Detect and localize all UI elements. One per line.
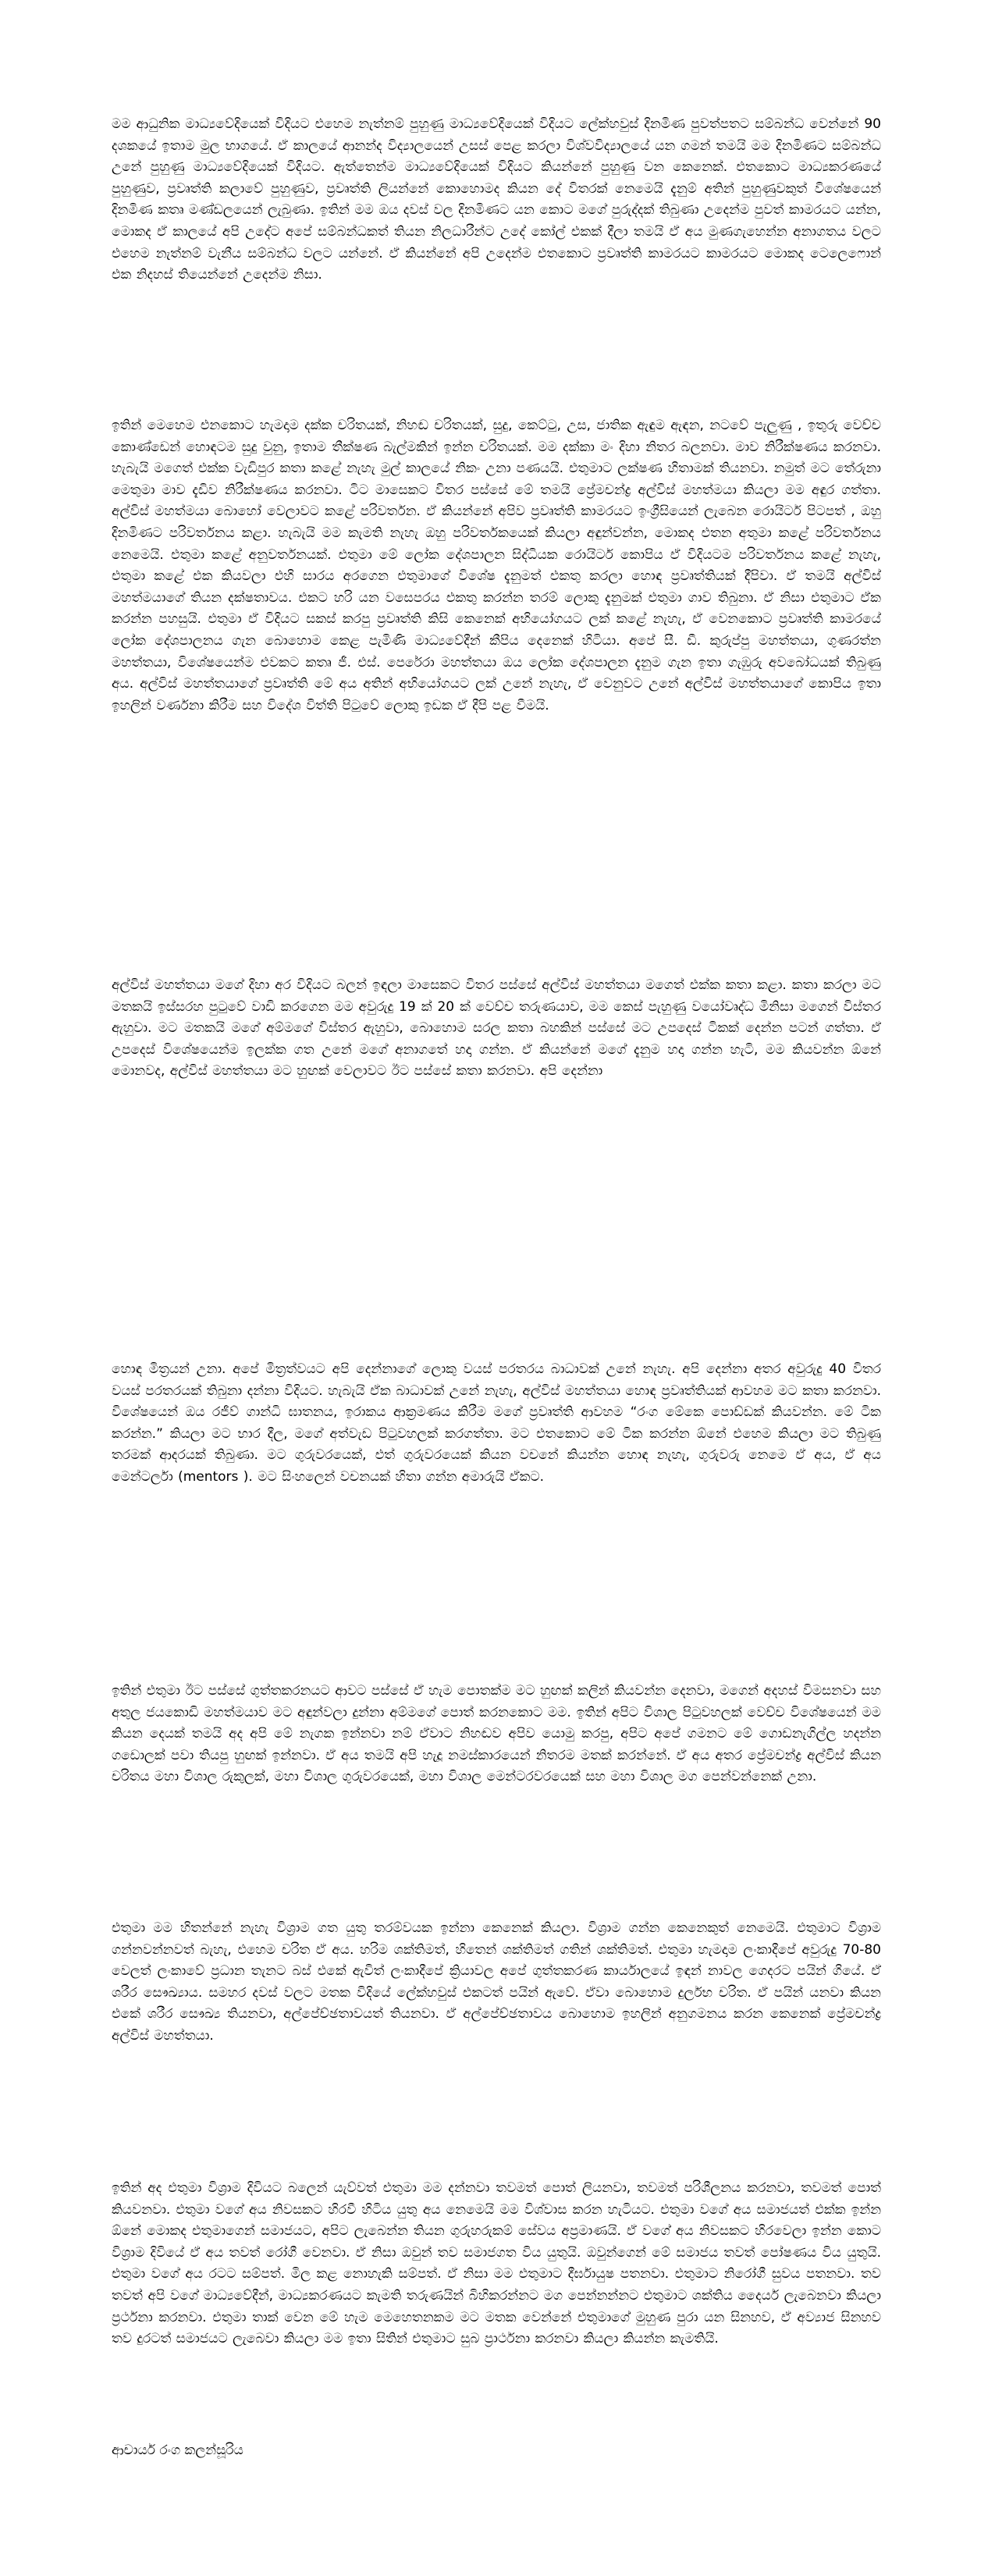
paragraph-text: ඉතින් එතුමා ඊට පස්සේ ගුත්තකරනයට ආවට පස්සේ ඒ හැම පොතක්ම මට හුඟක් කලින් කියවන්න දෙනවා, මගෙන් අදහස් විමසනවා සහ අතුල ජයකොඩි මහත්මයාව මට අඳුන්වලා දුන්නා අම්මගේ පොත් කරනකොට මම. ඉතින් අපිට විශාල පිටුවහලක් වෙච්ච විශේෂයෙන් මම කියන දෙයක් තමයි අද අපි මේ නැගක ඉන්නවා නම් ඒවාට නිහඬව අපිව යොමු කරපු, අපිට අපේ ගමනට මේ ගොඩනැගිල්ල හදන්න ගඩොලක් පවා තියපු හුඟක් ඉන්නවා. ඒ අය තමයි අපි හැදූ නමස්කාරයෙන් නිතරම මතක් කරන්නේ. ඒ අය අතර ප්‍රේමචන්ද්‍ර අල්විස් කියන චරිතය මහා විශාල රුකුලක්, මහා විශාල ගුරුවරයෙක්, මහා විශාල මෙන්ටරවරයෙක් සහ මහා විශාල මග පෙන්වන්නෙක් උනා. [112, 1683, 881, 1785]
paragraph-6 [112, 1918, 881, 2048]
paragraph-text: මම ආධුනික මාධ්‍යවේදියෙක් විදියට එහෙම නැත්නම් පුහුණු මාධ්‍යවේදියෙක් විදියට ලේක්හවුස් දිනමිණ පුවත්පතට සම්බන්ධ වෙන්නේ 90 දශකයේ ඉතාම මුල භාගයේ. ඒ කාලයේ ආනන්ද විද්‍යාලයෙන් උසස් පෙළ කරලා විශ්වවිද්‍යාලයේ යන ගමන් තමයි මම දිනමිණට සම්බන්ධ උනේ පුහුණු මාධ්‍යවේදියෙක් විදියට. ඇත්තෙන්ම මාධ්‍යවේදියෙක් විදියට කියන්නේ පුහුණු වන කෙනෙක්. එතකොට මාධ්‍යකරණයේ පුහුණුව, ප්‍රවෘත්ති කලාවේ පුහුණුව, ප්‍රවෘත්ති ලියන්නේ කොහොමද කියන දේ විතරක් නෙමෙයි දැනුම් අතින් පුහුණුවකුත් විශේෂයෙන් දිනමිණ කතෘ මණ්ඩලයෙන් ලැබුණා. ඉතින් මම ඔය දවස් වල දිනමිණට යන කොට මගේ පුරුද්දක් තිබුණා උදෙන්ම පුවත් කාමරයට යන්න, මොකද ඒ කාලයේ අපි උදේට අපේ සම්බන්ධකත් තියන නිලධාරීන්ට උදේ කෝල් එකක් දීලා තමයි ඒ අය මුණගැහෙන්න අනාගතය වලට එහෙම නැත්නම් වැනීය සම්බන්ධ වලට යන්නේ. ඒ කියන්නේ අපි උදෙන්ම එතකොට ප්‍රවෘත්ති කාමරයට කාමරයට මොකද ටෙලෙෆොන් එක නිදහස් තියෙන්නේ උදෙන්ම නිසා. [112, 116, 881, 283]
paragraph-text: අල්විස් මහත්තයා මගේ දිහා අර විදියට බලන් ඉඳලා මාසෙකට විතර පස්සේ අල්විස් මහත්තයා මගෙත් එක්ක කතා කළා. කතා කරලා මට මතකයි ඉස්සරහ පුටුවේ වාඩි කරගෙන මම අවුරුදු 19 ක් 20 ක් වෙච්ච තරුණයාව, මම කෙස් පැහුණු වයෝවෘද්ධ මිනිසා මගෙන් විස්තර ඇහුවා. මට මතකයි මගේ අම්මගේ විස්තර ඇහුවා, බොහොම සරල කතා බහකින් පස්සේ මට උපදෙස් ටිකක් දෙන්න පටන් ගත්තා. ඒ උපදෙස් විශේෂයෙන්ම ඉලක්ක ගත උනේ මගේ අනාගතේ හදා ගන්න. ඒ කියන්නේ මගේ දැනුම හදා ගන්න හැටි, මම කියවන්න ඕනේ මොනවද, අල්විස් මහත්තයා මට හුඟක් වෙලාවට ඊට පස්සේ කතා කරනවා. අපි දෙන්නා [112, 977, 881, 1080]
paragraph-text: එතුමා මම හිතන්නේ නැහැ විශ්‍රාම ගත යුතු තරම්වයක ඉන්නා කෙනෙක් කියලා. විශ්‍රාම ගන්න කෙනෙකුත් නෙමෙයි. එතුමාට විශ්‍රාම ගන්නවන්නවත් බැහැ, එහෙම චරිත ඒ අය. හරිම ශක්තිමත්, හිතෙන් ශක්තිමත් ගතින් ශක්තිමත්. එතුමා හැමදාම ලංකාදීපේ අවුරුදු 70-80 වෙලත් ලංකාවේ ප්‍රධාන තැනට බස් එකේ ඇවිත් ලංකාදීපේ ක්‍රියාවල අපේ ගුත්තකරණ කාර්යාලයේ ඉඳන් නාවල ගෙදරට පයින් ගියේ. ඒ ශරීර සෞඛ්‍යාය. සමහර දවස් වලට මතක විදියේ ලේක්හවුස් එකටත් පයින් ඇවේ. ඒවා බොහොම දුර්ලභ චරිත. ඒ පයින් යනවා කියන එකේ ශරීර සෞඛ්‍ය තියනවා, අල්පේච්ඡතාවයත් තියනවා. ඒ අල්පේච්ඡතාවය බොහොම ඉහලින් අනුගමනය කරන කෙනෙක් ප්‍රේමචන්ද්‍ර අල්විස් මහත්තයා. [112, 1920, 881, 2044]
paragraph-text: ඉතින් අද එතුමා විශ්‍රාම දිවියට බලෙන් යැව්වත් එතුමා මම දන්නවා තවමත් පොත් ලියනවා, තවමත් පරිශීලනය කරනවා, තවමත් පොත් කියවනවා. එතුමා වගේ අය නිවසකට හිරවී හිටිය යුතු අය නෙමෙයි මම විශ්වාස කරන හැටියට. එතුමා වගේ අය සමාජයත් එක්ක ඉන්න ඕනේ මොකද එතුමාගෙන් සමාජයට, අපිට ලැබෙන්න තියන ගුරුහරුකම් සේවය අප්‍රමාණයි. ඒ වගේ අය නිවසකට හිරවෙලා ඉන්න කොට විශ්‍රාම දිවියේ ඒ අය තවත් රෝගී වෙනවා. ඒ නිසා ඔවුන් තව සමාජගත විය යුතුයි. ඔවුන්ගෙන් මේ සමාජය තවත් පෝෂණය විය යුතුයි. එතුමා වගේ අය රටට සම්පත්. මිල කළ නොහැකි සම්පත්. ඒ නිසා මම එතුමාට දීර්ඝායුෂ පතනවා. එතුමාට නිරෝගී සුවය පතනවා. තව තවත් අපි වගේ මාධ්‍යවේදීන්, මාධ්‍යකරණයට කැමති තරුණයින් බිහිකරන්නට මග පෙන්නන්නට එතුමාට ශක්තිය දෛර්ය ලැබෙනවා කියලා ප්‍රර්ථනා කරනවා. එතුමා තාක් වෙන මේ හැම මෙහෙතනකම මට මතක වෙන්නේ එතුමාගේ මුහුණ පුරා යන සිනහව, ඒ අව්‍යාජ සිනහව තව දුරටත් සමාජයට ලැබෙවා කියලා මම ඉතා සිතින් එතුමාට සුබ ප්‍රාර්ථනා කරනවා කියලා කියන්න කැමතියි. [112, 2180, 881, 2347]
paragraph-3 [112, 975, 881, 1083]
paragraph-5 [112, 1681, 881, 1788]
paragraph-4 [112, 1359, 881, 1489]
paragraph-text: හොඳ මිත්‍රයන් උනා. අපේ මිත්‍රත්වයට අපි දෙන්නාගේ ලොකු වයස් පරතරය බාධාවක් උනේ නැහැ. අපි දෙන්නා අතර අවුරුදු 40 විතර වයස් පරතරයක් තිබුනා දන්නා විදියට. හැබැයි ඒක බාධාවක් උනේ නැහැ, අල්විස් මහත්තයා හොඳ ප්‍රවෘත්තියක් ආවහම මට කතා කරනවා. විශේෂයෙන් ඔය රජීව් ගාන්ධි ඝාතනය, ඉරාකය ආක්‍රමණය කිරීම මගේ ප්‍රවෘත්ති ආවහම “රංග මේකෙ පොඩ්ඩක් කියවන්න. මේ ටික කරන්න.” කියලා මට භාර දීල, මගේ අත්වැඩ පිටුවහලක් කරගත්තා. මට එතකොට මේ ටික කරන්න ඕනේ එහෙම කියලා මට තිබුණු තරමක් ආදරයක් තිබුණා. මට ගුරුවරයෙක්, එත් ගුරුවරයෙක් කියන වචනේ කියන්න හොඳ නැහැ, ගුරුවරු නෙමෙ ඒ අය, ඒ අය මෙන්ටර්ලා (mentors ). මට සිංහලෙන් වචනයක් හිතා ගන්න අමාරුයි ඒකට. [112, 1361, 881, 1485]
paragraph-7 [112, 2178, 881, 2350]
author-signature: ආචාර්ය රංග කලන්සූරිය [112, 2443, 243, 2458]
paragraph-2 [112, 415, 881, 717]
paragraph-1 [112, 114, 881, 286]
paragraph-text: ඉතින් මෙහෙම එනකොට හැමදාම දක්ක චරිතයක්, නිහඬ චරිතයක්, සුදු, කෙට්ටු, උස, ජාතික ඇඳුම ඇඳන, නටවේ පැලුණු , ඉතුරු වෙච්ච කොණ්ඩෙන් හොඳටම සුදු වුනු, ඉතාම තීක්ෂණ බැල්මකින් ඉන්න චරිතයක්. මම දක්කා මං දිහා නිතර බලනවා. මාව නිරීක්ෂණය කරනවා. හැබැයි මගෙත් එක්ක වැඩිපුර කතා කළේ නැහැ මුල් කාලයේ නිකං උනා පණයයි. එතුමාට ලක්ෂණ හිතාමක් තියනවා. නමුත් මට තේරුනා මෙතුමා මාව දැඩිව නිරීක්ෂණය කරනවා. ටිට මාසෙකට විතර පස්සේ මේ තමයි ප්‍රේමචන්ද්‍ර අල්විස් මහත්මයා කියලා මම අඳුර ගත්තා. අල්විස් මහත්මයා බොහෝ වෙලාවට කළේ පරිවර්තන. ඒ කියන්නේ අපිව ප්‍රවෘත්ති කාමරයට ඉංග්‍රීසියෙන් ලැබෙන රොයිටර් පිටපත් , ඔහු දිනමිණට පරිවර්තනය කළා. හැබැයි මම කැමති නැහැ ඔහු පරිවර්තකයෙක් කියලා අඳුන්වන්න, මොකද එතන අතුමා කළේ පරිවර්තනය නෙමෙයි. එතුමා කළේ අනුවර්තනයක්. එතුමා මේ ලෝක දේශපාලන සිද්ධියක රොයිටර් කොපිය ඒ විදියටම පරිවර්තනය කළේ නැහැ, එතුමා කළේ එක කියවලා එහි සාරය අරගෙන එතුමාගේ විශේෂ දැනුමත් එකතු කරලා හොඳ ප්‍රවෘත්තියක් දීපිවා. ඒ තමයි අල්විස් මහත්මයාගේ තියන දක්ෂතාවය. එකට හරි යන වසෙපරය එකතු කරන්න තරම් ලොකු දැනුමක් එතුමා ගාව තිබුනා. ඒ නිසා එතුමාට ඒක කරන්න පහසුයි. එතුමා ඒ විදියට සකස් කරපු ප්‍රවෘත්ති කිසි කෙනෙක් අභියෝගයට ලක් කළේ නැහැ, ඒ වෙනකොට ප්‍රවෘත්ති කාමරයේ ලෝක දේශපාලනය ගැන බොහොම කෙළ පැමිණි මාධ්‍යවේදීන් කීපිය දෙනෙක් හිටියා. අපේ සී. ඩී. කුරුප්පු මහත්තයා, ගුණරත්න මහත්තයා, විශේෂයෙන්ම එවකට කතෘ ජී. එස්. පෙරේරා මහත්තයා ඔය ලෝක දේශපාලන දැනුම ගැන ඉතා ගැඹුරු අවබෝධයක් තිබුණු අය. අල්විස් මහත්තයාගේ ප්‍රවෘත්ති මේ අය අතින් අභියෝගයට ලක් උනේ නැහැ, ඒ වෙනුවට උනේ අල්විස් මහත්තයාගේ කොපිය ඉතා ඉහලින් වර්ණනා කිරීම සහ විදේශ විත්ති පිටුවේ ලොකු ඉඩක ඒ දීපි පළ වීමයි. [112, 418, 881, 713]
